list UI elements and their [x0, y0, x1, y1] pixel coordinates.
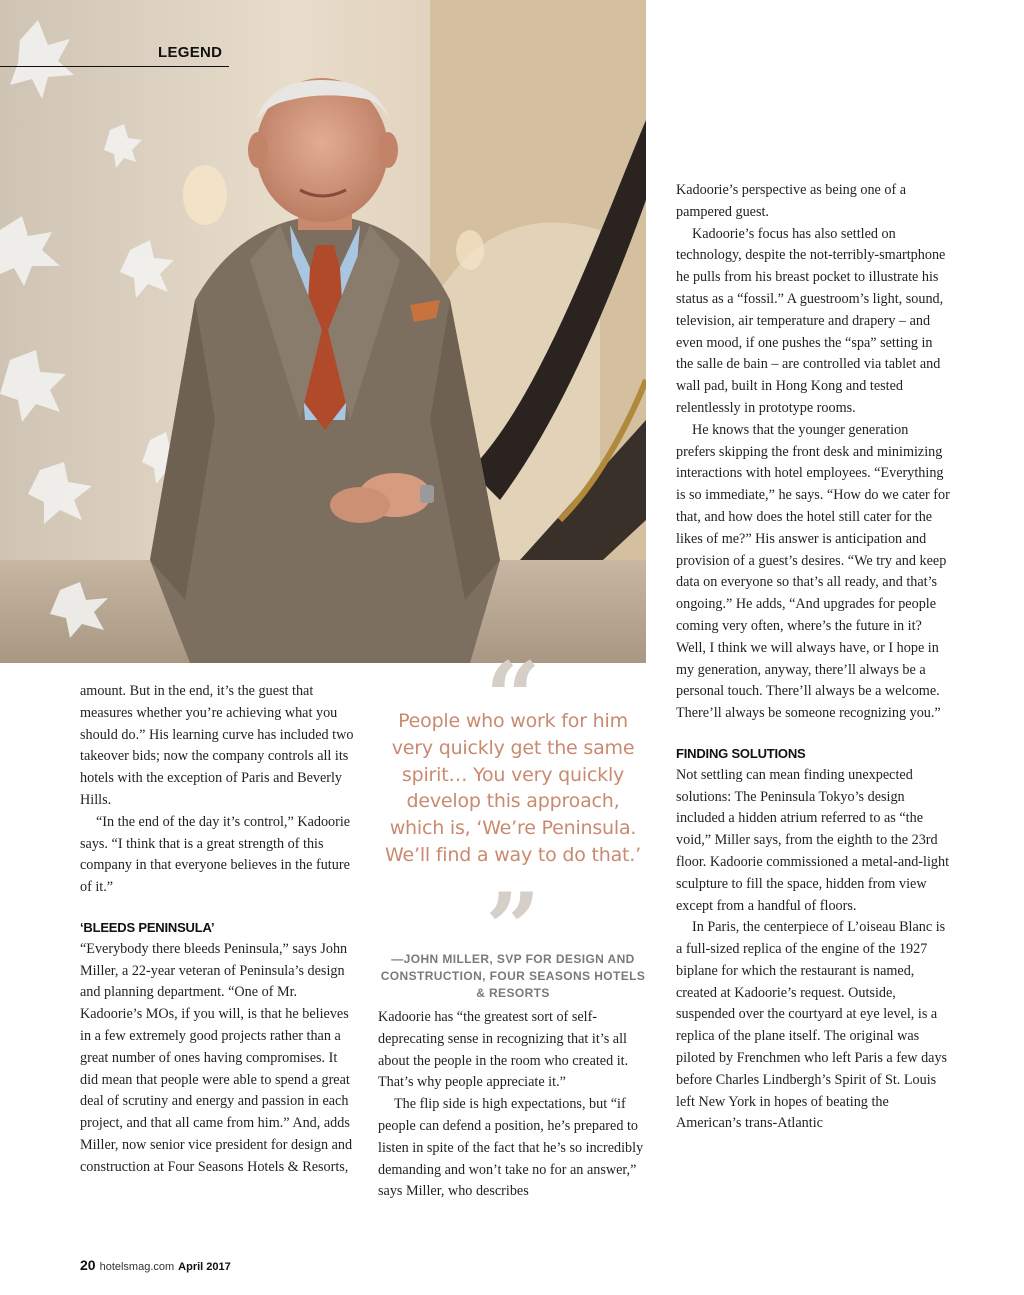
body-paragraph: Kadoorie’s perspective as being one of a pampered guest. [676, 182, 907, 220]
page-footer [80, 1257, 231, 1273]
site-url: hotelsmag.com [99, 1261, 175, 1273]
issue-date: April 2017 [178, 1261, 231, 1273]
column-1 [80, 681, 355, 1179]
subheading-finding-solutions: FINDING SOLUTIONS [676, 745, 806, 761]
column-2 [378, 1007, 648, 1203]
section-tag: LEGEND [158, 44, 223, 61]
body-paragraph: Not settling can mean finding unexpected solutions: The Peninsula Tokyo’s design included a hidden atrium referred to as “the void,” Miller says, from the eighth to the 23rd floor. Kadoorie commissioned a metal-and-light sculpture to fill the space, hidden from view except from a handful of floors. [676, 766, 950, 914]
subheading-bleeds-peninsula: ‘BLEEDS PENINSULA’ [80, 919, 215, 935]
body-paragraph: “In the end of the day it’s control,” Kadoorie says. “I think that is a great strength of this company in that everyone believes in the future of it.” [80, 813, 351, 896]
body-paragraph: amount. But in the end, it’s the guest that measures whether you’re achieving what you should do.” His learning curve has included two takeover bids; now the company controls all its hotels with the exception of Paris and Beverly Hills. [80, 683, 354, 808]
pull-quote-attribution: —JOHN MILLER, SVP FOR DESIGN AND CONSTRUCTION, FOUR SEASONS HOTELS & RESORTS [380, 951, 646, 1000]
body-paragraph: In Paris, the centerpiece of L’oiseau Blanc is a full-sized replica of the engine of the 1927 biplane for which the restaurant is named, created at Kadoorie’s request. Outside, suspended over the courtyard at eye level, is a replica of the plane itself. The original was piloted by Frenchmen who left Paris a few days before Charles Lindbergh’s Spirit of St. Louis left New York in hopes of beating the American’s trans-Atlantic [676, 919, 948, 1132]
section-rule [0, 66, 229, 67]
pull-quote-text: People who work for him very quickly get the same spirit… You very quickly develop this approach, which is, ‘We’re Peninsula. We’ll find a way to do that.’ [385, 710, 641, 866]
portrait-photo [0, 0, 646, 663]
column-3 [676, 180, 951, 1135]
body-paragraph: Kadoorie has “the greatest sort of self-deprecating sense in recognizing that it’s all about the people in the room who created it. That’s why people appreciate it.” [378, 1009, 629, 1091]
body-paragraph: He knows that the younger generation prefers skipping the front desk and minimizing interactions with hotel employees. “Everything is so immediate,” he says. “How do we cater for that, and how does the hotel still cater for the likes of me?” His answer is anticipation and provision of a guest’s desires. “We try and keep data on everyone so that’s all ready, and that’s ongoing.” He adds, “And upgrades for people coming very often, where’s the future in it? Well, I think we will always have, or I hope in my generation, anyway, there’ll always be a personal touch. There’ll always be a welcome. There’ll always be someone recognizing you.” [676, 421, 950, 722]
pull-quote [378, 641, 648, 1002]
body-paragraph: The flip side is high expectations, but “if people can defend a position, he’s prepared to listen in spite of the fact that he’s so incredibly demanding and won’t take no for an answer,” says Miller, who describes [378, 1096, 644, 1200]
close-quote-icon: ” [485, 871, 541, 985]
body-paragraph: “Everybody there bleeds Peninsula,” says John Miller, a 22-year veteran of Peninsula’s design and planning department. “One of Mr. Kadoorie’s MOs, if you will, is that he believes in a few extremely good projects rather than a great number of ones having compromises. It did mean that people were able to spend a great deal of scrutiny and energy and passion in each project, and that all came from him.” And, adds Miller, now senior vice president for design and construction at Four Seasons Hotels & Resorts, [80, 940, 353, 1175]
body-paragraph: Kadoorie’s focus has also settled on technology, despite the not-terribly-smartphone he pulls from his breast pocket to illustrate his status as a “fossil.” A guestroom’s light, sound, television, air temperature and drapery – and even mood, if one pushes the “spa” setting in the salle de bain – are controlled via tablet and wall pad, built in Hong Kong and tested relentlessly in prototype rooms. [676, 225, 946, 416]
page-number: 20 [80, 1257, 96, 1273]
open-quote-icon: “ [485, 641, 541, 754]
